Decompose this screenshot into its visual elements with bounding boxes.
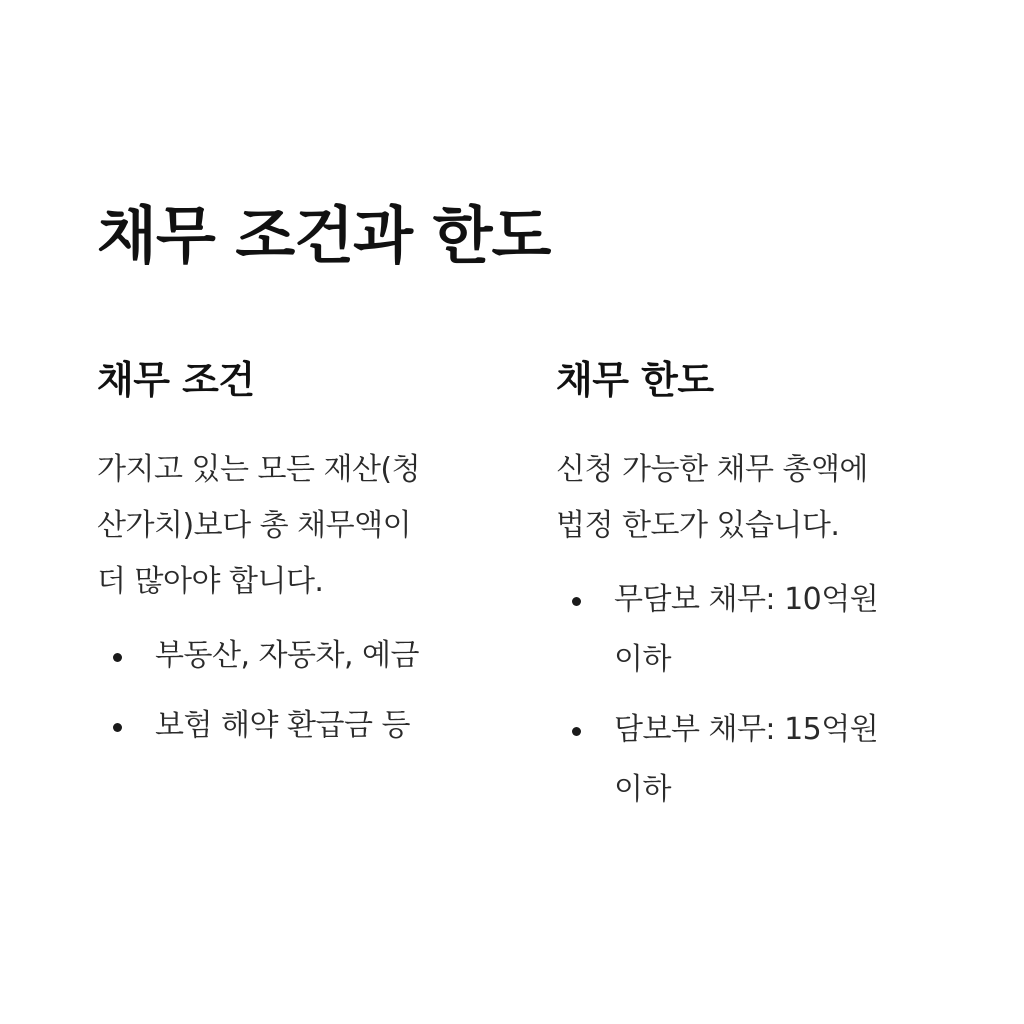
list-item-text: 이하 <box>614 642 671 677</box>
list-item <box>97 626 477 686</box>
description-line: 더 많아야 합니다. <box>97 564 324 599</box>
debt-conditions-description <box>97 442 477 610</box>
bullet-icon <box>113 653 122 662</box>
list-item <box>556 570 936 690</box>
page-title: 채무 조건과 한도 <box>97 199 551 272</box>
description-line: 산가치)보다 총 채무액이 <box>97 508 412 543</box>
debt-limits-list <box>556 570 936 820</box>
description-line: 가지고 있는 모든 재산(청 <box>97 452 421 487</box>
debt-conditions-heading: 채무 조건 <box>97 358 255 402</box>
bullet-icon <box>572 727 581 736</box>
debt-limits-section <box>556 352 936 830</box>
description-line: 법정 한도가 있습니다. <box>556 508 840 543</box>
bullet-icon <box>113 723 122 732</box>
debt-conditions-section <box>97 352 477 766</box>
debt-conditions-list <box>97 626 477 756</box>
list-item <box>556 700 936 820</box>
debt-limits-description <box>556 442 936 554</box>
list-item-text: 보험 해약 환급금 등 <box>155 708 410 743</box>
list-item-text: 이하 <box>614 772 671 807</box>
description-line: 신청 가능한 채무 총액에 <box>556 452 868 487</box>
list-item-text: 부동산, 자동차, 예금 <box>155 638 419 673</box>
debt-limits-heading: 채무 한도 <box>556 358 714 402</box>
list-item-text: 무담보 채무: 10억원 <box>614 582 879 617</box>
bullet-icon <box>572 597 581 606</box>
list-item-text: 담보부 채무: 15억원 <box>614 712 879 747</box>
list-item <box>97 696 477 756</box>
